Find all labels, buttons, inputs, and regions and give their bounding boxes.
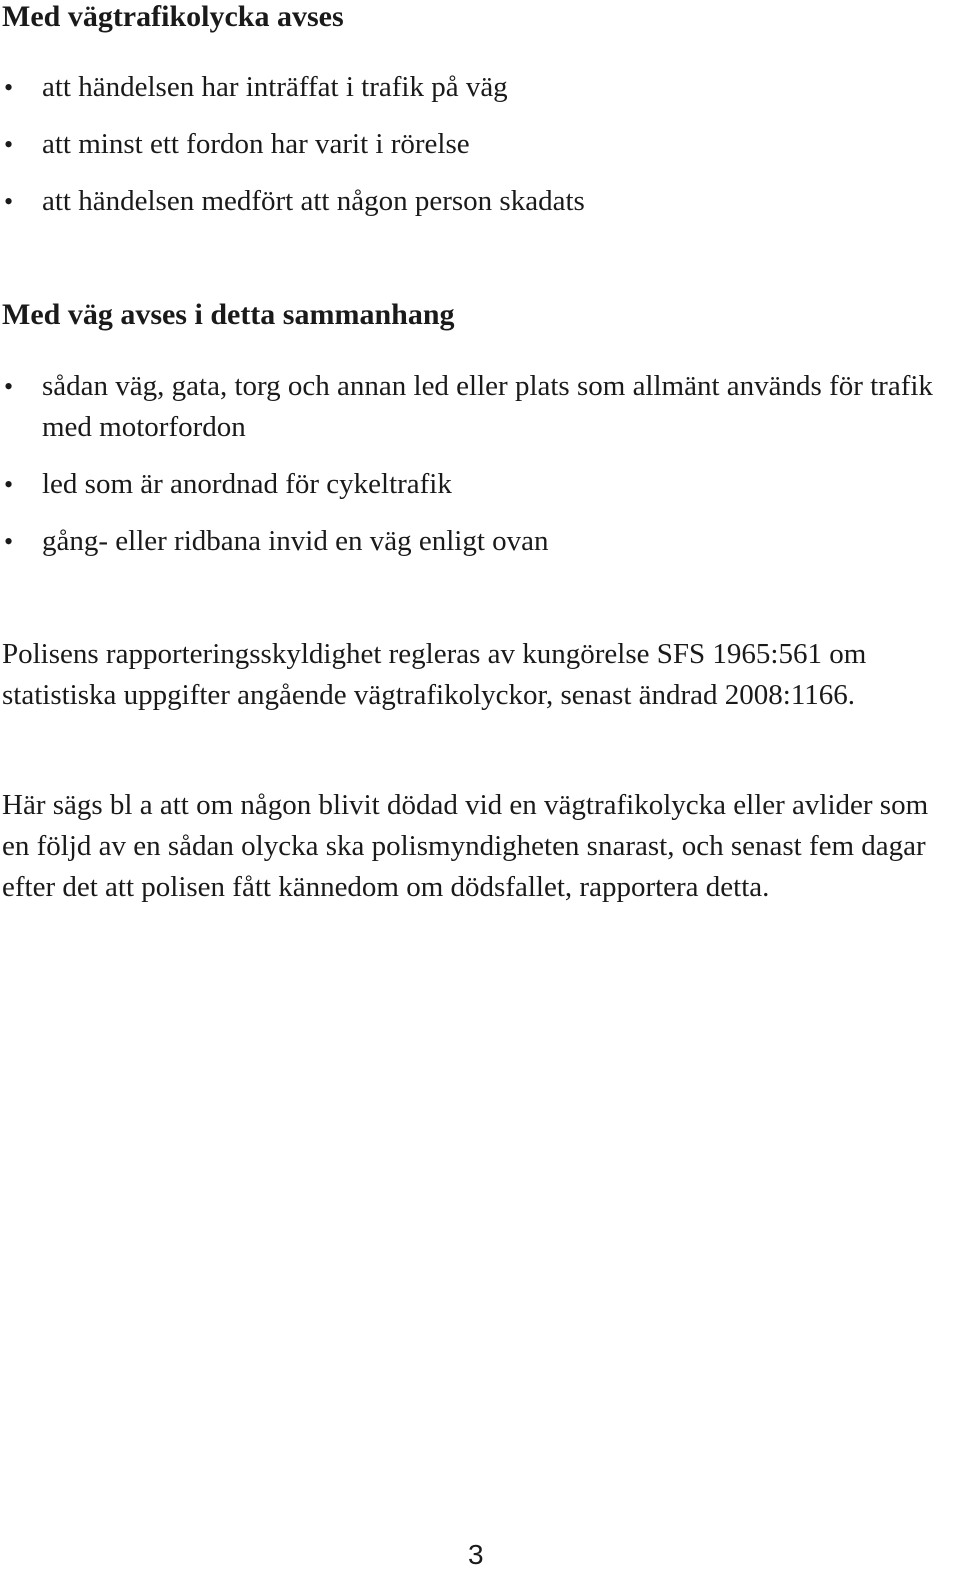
- traffic-accident-criteria-list: [0, 67, 940, 238]
- section-heading-road-definition: Med väg avses i detta sammanhang: [2, 298, 455, 331]
- list-item: [0, 366, 940, 448]
- section-heading-traffic-accident: Med vägtrafikolycka avses: [2, 0, 344, 33]
- list-item-text: led som är anordnad för cykeltrafik: [42, 468, 452, 500]
- list-item-text: att händelsen har inträffat i trafik på väg: [42, 71, 508, 103]
- bullet-icon: •: [4, 130, 14, 159]
- bullet-icon: •: [4, 187, 14, 216]
- bullet-icon: •: [4, 527, 14, 556]
- list-item-text: sådan väg, gata, torg och annan led eller plats som allmänt används för trafik med motorfordon: [42, 370, 933, 443]
- page-number: 3: [468, 1539, 484, 1570]
- list-item-text: gång- eller ridbana invid en väg enligt ovan: [42, 525, 549, 557]
- paragraph-reporting-obligation: Polisens rapporteringsskyldighet regleras av kungörelse SFS 1965:561 om statistiska uppgifter angående vägtrafikolyckor, senast ändrad 2008:1166.: [2, 638, 867, 711]
- list-item: [0, 67, 940, 108]
- list-item-text: att händelsen medfört att någon person skadats: [42, 185, 585, 217]
- bullet-icon: •: [4, 73, 14, 102]
- road-definition-list: [0, 366, 940, 578]
- list-item-text: att minst ett fordon har varit i rörelse: [42, 128, 470, 160]
- list-item: [0, 124, 940, 165]
- list-item: [0, 181, 940, 222]
- bullet-icon: •: [4, 470, 14, 499]
- bullet-icon: •: [4, 372, 14, 401]
- list-item: [0, 521, 940, 562]
- paragraph-fatality-reporting: Här sägs bl a att om någon blivit dödad vid en vägtrafikolycka eller avlider som en följd av en sådan olycka ska polismyndigheten snarast, och senast fem dagar efter det att polisen fått kännedom om dödsfallet, rapportera detta.: [2, 789, 929, 903]
- list-item: [0, 464, 940, 505]
